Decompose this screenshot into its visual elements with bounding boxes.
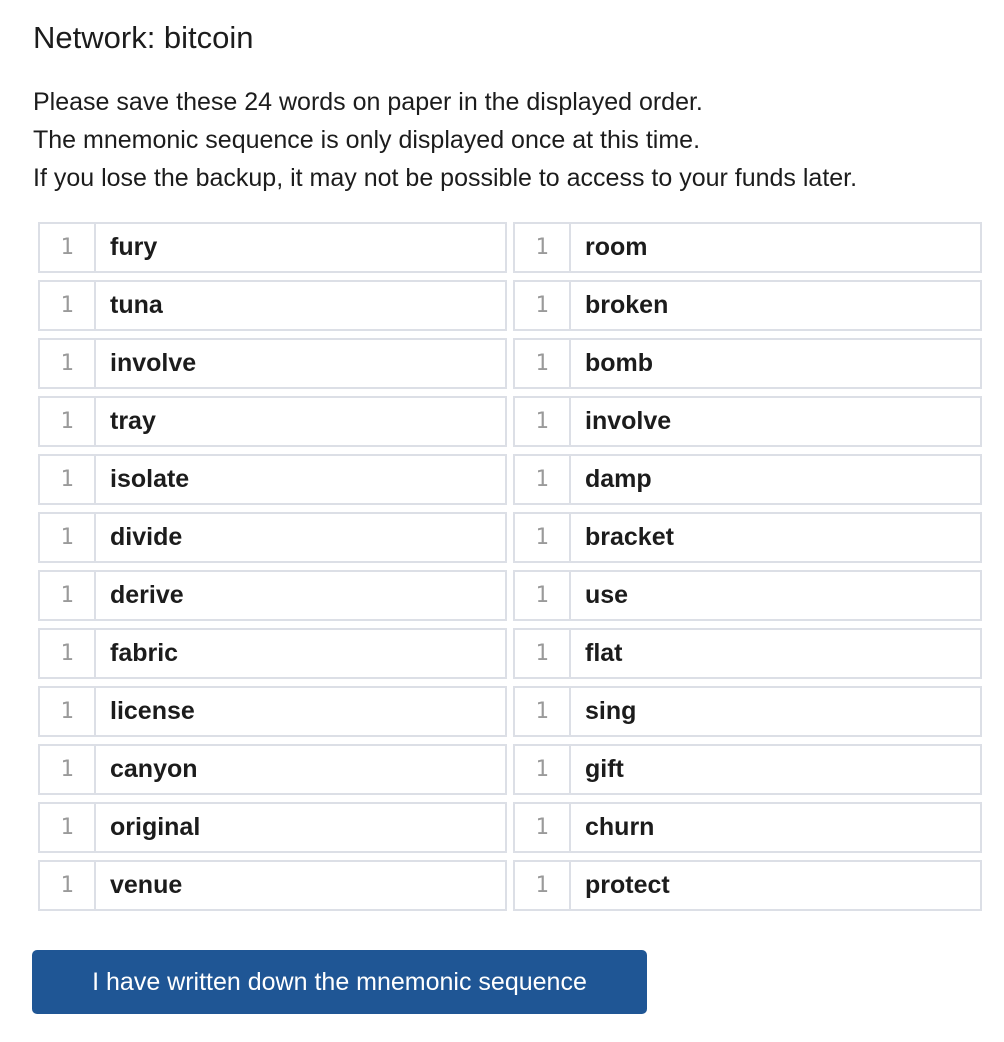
mnemonic-word: license	[110, 697, 195, 725]
mnemonic-word: isolate	[110, 465, 190, 493]
mnemonic-word-cell	[38, 744, 507, 795]
mnemonic-word: gift	[585, 755, 624, 783]
mnemonic-word-cell	[38, 338, 507, 389]
word-index: 1	[515, 572, 571, 619]
mnemonic-word: bomb	[585, 349, 654, 377]
mnemonic-word: churn	[585, 813, 655, 841]
word-index: 1	[515, 862, 571, 909]
instruction-line: Please save these 24 words on paper in the displayed order.	[33, 88, 703, 116]
word-index: 1	[40, 398, 96, 445]
word-index: 1	[515, 398, 571, 445]
mnemonic-word-cell	[38, 222, 507, 273]
word-index: 1	[40, 340, 96, 387]
mnemonic-word-cell	[38, 570, 507, 621]
mnemonic-word-cell	[38, 396, 507, 447]
mnemonic-word-cell	[38, 454, 507, 505]
word-index: 1	[40, 630, 96, 677]
word-index: 1	[515, 456, 571, 503]
mnemonic-word: room	[585, 233, 648, 261]
mnemonic-word-cell	[38, 686, 507, 737]
mnemonic-word-cell	[513, 628, 982, 679]
mnemonic-word: involve	[585, 407, 672, 435]
mnemonic-word-cell	[513, 396, 982, 447]
mnemonic-word: broken	[585, 291, 669, 319]
instruction-line: The mnemonic sequence is only displayed once at this time.	[33, 126, 701, 154]
mnemonic-word: damp	[585, 465, 652, 493]
word-index: 1	[40, 456, 96, 503]
word-index: 1	[515, 514, 571, 561]
mnemonic-word: venue	[110, 871, 183, 899]
mnemonic-word: sing	[585, 697, 637, 725]
mnemonic-word-cell	[38, 280, 507, 331]
word-index: 1	[515, 630, 571, 677]
mnemonic-word-cell	[513, 686, 982, 737]
mnemonic-word: derive	[110, 581, 184, 609]
word-index: 1	[40, 224, 96, 271]
mnemonic-word-cell	[513, 512, 982, 563]
mnemonic-word: canyon	[110, 755, 198, 783]
mnemonic-word-cell	[513, 454, 982, 505]
word-index: 1	[40, 688, 96, 735]
mnemonic-word: fabric	[110, 639, 179, 667]
mnemonic-word: protect	[585, 871, 670, 899]
word-index: 1	[515, 804, 571, 851]
mnemonic-word-cell	[38, 512, 507, 563]
mnemonic-word-cell	[513, 280, 982, 331]
instruction-line: If you lose the backup, it may not be possible to access to your funds later.	[33, 164, 858, 192]
mnemonic-word-cell	[513, 744, 982, 795]
mnemonic-word-cell	[38, 860, 507, 911]
mnemonic-word-cell	[513, 802, 982, 853]
word-index: 1	[515, 688, 571, 735]
word-index: 1	[40, 746, 96, 793]
mnemonic-word: original	[110, 813, 201, 841]
mnemonic-word-grid	[38, 222, 982, 911]
mnemonic-word-cell	[513, 860, 982, 911]
mnemonic-word: fury	[110, 233, 158, 261]
mnemonic-word-cell	[513, 570, 982, 621]
word-index: 1	[40, 572, 96, 619]
network-title: Network: bitcoin	[33, 20, 254, 55]
mnemonic-word: flat	[585, 639, 623, 667]
mnemonic-word: tray	[110, 407, 156, 435]
mnemonic-word: use	[585, 581, 629, 609]
mnemonic-word-cell	[513, 338, 982, 389]
word-index: 1	[515, 746, 571, 793]
word-index: 1	[40, 282, 96, 329]
mnemonic-word-cell	[513, 222, 982, 273]
mnemonic-word: tuna	[110, 291, 163, 319]
word-index: 1	[515, 282, 571, 329]
instructions	[33, 83, 857, 197]
word-index: 1	[40, 804, 96, 851]
word-index: 1	[40, 514, 96, 561]
mnemonic-word: involve	[110, 349, 197, 377]
mnemonic-word-cell	[38, 628, 507, 679]
word-index: 1	[515, 224, 571, 271]
confirm-written-button[interactable]: I have written down the mnemonic sequence	[32, 950, 647, 1014]
mnemonic-word: divide	[110, 523, 183, 551]
word-index: 1	[40, 862, 96, 909]
mnemonic-word-cell	[38, 802, 507, 853]
word-index: 1	[515, 340, 571, 387]
mnemonic-word: bracket	[585, 523, 674, 551]
